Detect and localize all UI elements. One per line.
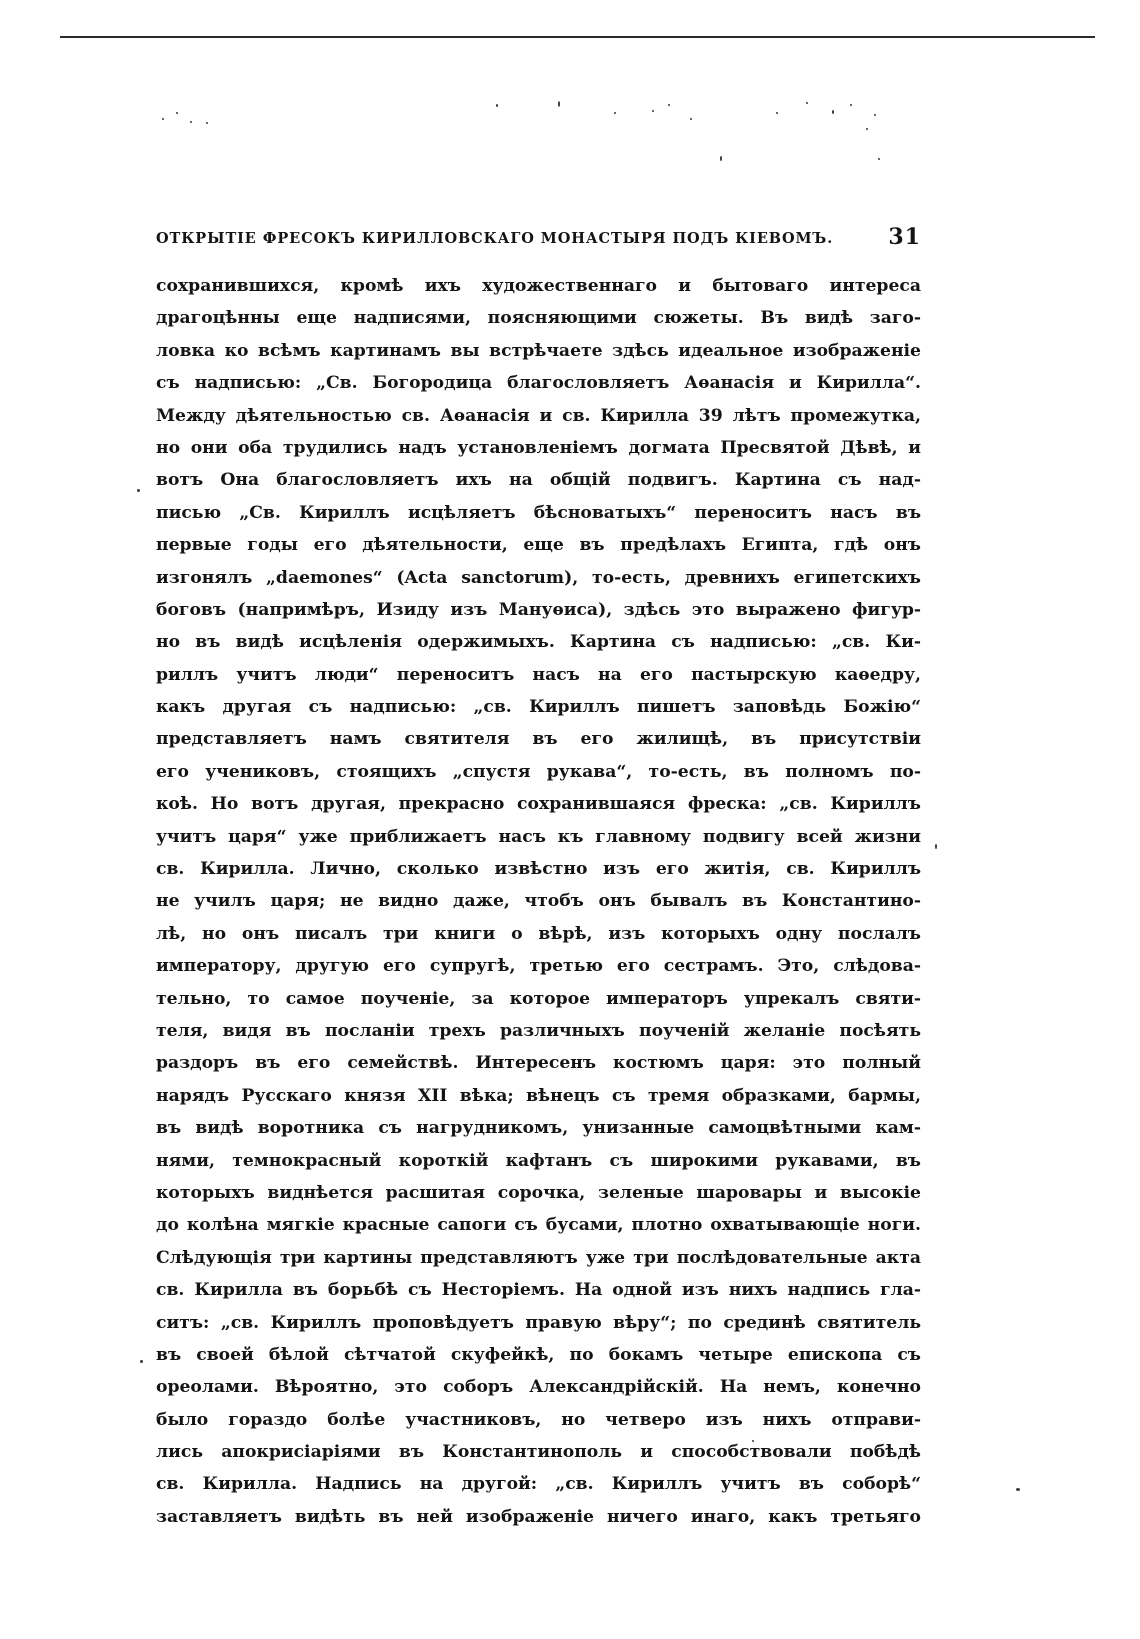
text-line: учитъ царя“ уже приближаетъ насъ къ главному подвигу всей жизни <box>156 826 921 847</box>
text-line: вотъ Она благословляетъ ихъ на общій подвигъ. Картина съ над- <box>156 470 921 491</box>
text-line: которыхъ виднѣется расшитая сорочка, зеленые шаровары и высокіе <box>156 1182 921 1203</box>
text-line: но они оба трудились надъ установленіемъ догмата Пресвятой Дѣвѣ, и <box>156 437 921 458</box>
text-line: первые годы его дѣятельности, еще въ предѣлахъ Египта, гдѣ онъ <box>156 535 921 556</box>
scan-speck <box>935 844 937 849</box>
text-line: боговъ (напримѣръ, Изиду изъ Мануѳиса), здѣсь это выражено фигур- <box>156 599 921 620</box>
text-line: лѣ, но онъ писалъ три книги о вѣрѣ, изъ которыхъ одну послалъ <box>156 923 921 944</box>
text-line: коѣ. Но вотъ другая, прекрасно сохранившаяся фреска: „св. Кириллъ <box>156 794 921 815</box>
text-line: было гораздо болѣе участниковъ, но четверо изъ нихъ отправи- <box>156 1409 921 1430</box>
scan-speck <box>832 110 834 114</box>
text-line: но въ видѣ исцѣленія одержимыхъ. Картина съ надписью: „св. Ки- <box>156 632 921 653</box>
text-line: представляетъ намъ святителя въ его жилищѣ, въ присутствіи <box>156 729 921 750</box>
text-line: раздоръ въ его семействѣ. Интересенъ костюмъ царя: это полный <box>156 1053 921 1074</box>
text-line: императору, другую его супругѣ, третью его сестрамъ. Это, слѣдова- <box>156 956 921 977</box>
text-line: не училъ царя; не видно даже, чтобъ онъ бывалъ въ Константино- <box>156 891 921 912</box>
scan-speck <box>806 102 808 104</box>
text-line: нями, темнокрасный короткій кафтанъ съ широкими рукавами, въ <box>156 1150 921 1171</box>
scan-speck <box>176 112 178 114</box>
text-line: ловка ко всѣмъ картинамъ вы встрѣчаете здѣсь идеальное изображеніе <box>156 340 921 361</box>
scan-speck <box>206 122 208 124</box>
scan-speck <box>652 110 654 112</box>
scan-speck <box>162 118 164 120</box>
text-line: писью „Св. Кириллъ исцѣляетъ бѣсноватыхъ“ переноситъ насъ въ <box>156 502 921 523</box>
scan-speck <box>878 158 880 160</box>
text-line: съ надписью: „Св. Богородица благословляетъ Аѳанасія и Кирилла“. <box>156 373 921 394</box>
text-line: въ видѣ воротника съ нагрудникомъ, унизанные самоцвѣтными кам- <box>156 1118 921 1139</box>
scan-speck <box>720 156 722 161</box>
body-text <box>156 270 921 1533</box>
text-line: заставляетъ видѣть въ ней изображеніе ничего инаго, какъ третьяго <box>156 1506 921 1527</box>
text-line: ореолами. Вѣроятно, это соборъ Александрійскій. На немъ, конечно <box>156 1377 921 1398</box>
text-line: св. Кирилла въ борьбѣ съ Несторіемъ. На одной изъ нихъ надпись гла- <box>156 1280 921 1301</box>
scan-speck <box>850 104 852 106</box>
scan-speck <box>137 489 140 492</box>
scan-speck <box>866 128 868 130</box>
text-line: риллъ учитъ люди“ переноситъ насъ на его пастырскую каѳедру, <box>156 664 921 685</box>
scan-speck <box>496 104 498 107</box>
text-line: св. Кирилла. Надпись на другой: „св. Кириллъ учитъ въ соборѣ“ <box>156 1474 921 1495</box>
top-border-rule <box>60 36 1095 38</box>
text-line: лись апокрисіаріями въ Константинополь и способствовали побѣдѣ <box>156 1442 921 1463</box>
text-line: изгонялъ „daemones“ (Acta sanctorum), то-есть, древнихъ египетскихъ <box>156 567 921 588</box>
text-line: его учениковъ, стоящихъ „спустя рукава“, то-есть, въ полномъ по- <box>156 761 921 782</box>
text-line: тельно, то самое поученіе, за которое императоръ упрекалъ святи- <box>156 988 921 1009</box>
running-title: ОТКРЫТІЕ ФРЕСОКЪ КИРИЛЛОВСКАГО МОНАСТЫРЯ ПОДЪ КІЕВОМЪ. <box>156 230 834 247</box>
scan-speck <box>668 104 670 106</box>
text-line: драгоцѣнны еще надписями, поясняющими сюжеты. Въ видѣ заго- <box>156 308 921 329</box>
scan-speck <box>874 114 876 116</box>
scan-speck <box>690 118 692 120</box>
scan-speck <box>140 1360 143 1363</box>
text-line: св. Кирилла. Лично, сколько извѣстно изъ его житія, св. Кириллъ <box>156 859 921 880</box>
running-head <box>156 226 921 252</box>
text-line: нарядъ Русскаго князя XII вѣка; вѣнецъ съ тремя образками, бармы, <box>156 1085 921 1106</box>
text-line: какъ другая съ надписью: „св. Кириллъ пишетъ заповѣдь Божію“ <box>156 697 921 718</box>
text-line: сохранившихся, кромѣ ихъ художественнаго и бытоваго интереса <box>156 276 921 296</box>
scan-speck <box>776 112 778 114</box>
text-line: теля, видя въ посланіи трехъ различныхъ поученій желаніе посѣять <box>156 1020 921 1041</box>
text-line: Между дѣятельностью св. Аѳанасія и св. Кирилла 39 лѣтъ промежутка, <box>156 405 921 426</box>
scan-speck <box>190 121 192 123</box>
scan-speck <box>1016 1488 1020 1491</box>
text-line: ситъ: „св. Кириллъ проповѣдуетъ правую вѣру“; по срединѣ святитель <box>156 1312 921 1333</box>
text-line: въ своей бѣлой сѣтчатой скуфейкѣ, по бокамъ четыре епископа съ <box>156 1344 921 1365</box>
text-line: до колѣна мягкіе красные сапоги съ бусами, плотно охватывающіе ноги. <box>156 1215 921 1236</box>
scan-speck <box>558 101 560 107</box>
text-line: Слѣдующія три картины представляютъ уже три послѣдовательные акта <box>156 1247 921 1268</box>
scan-speck <box>614 112 616 114</box>
page-number: 31 <box>888 224 921 250</box>
